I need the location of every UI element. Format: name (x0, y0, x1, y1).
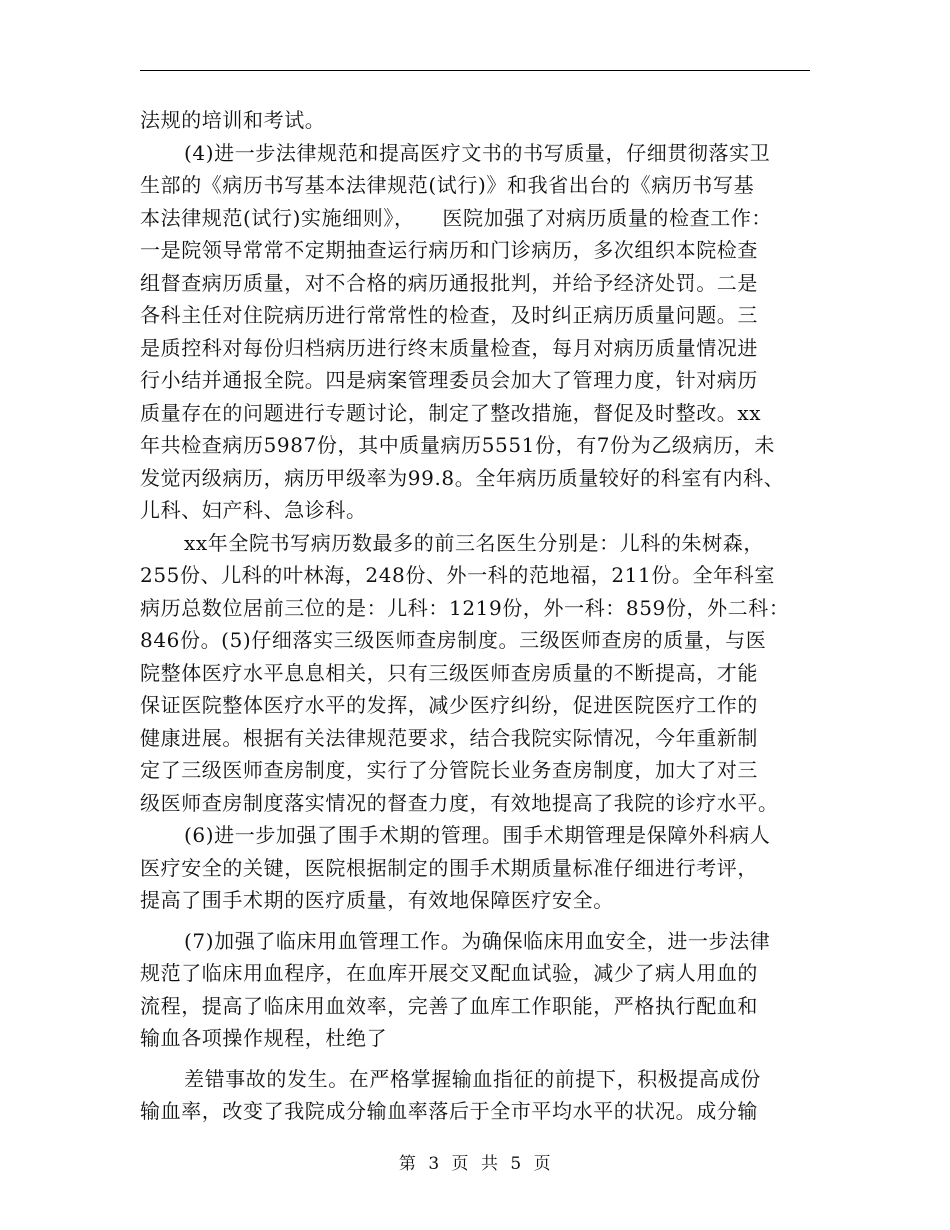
text-line: 差错事故的发生。在严格掌握输血指征的前提下，积极提高成份 (184, 1066, 761, 1091)
text-line: 是质控科对每份归档病历进行终末质量检查，每月对病历质量情况进 (140, 335, 758, 360)
text-line: 生部的《病历书写基本法律规范(试行)》和我省出台的《病历书写基 (140, 173, 755, 197)
text-line: 级医师查房制度落实情况的督查力度，有效地提高了我院的诊疗水平。 (140, 790, 779, 815)
text-line: 本法律规范(试行)实施细则》， 医院加强了对病历质量的检查工作： (140, 205, 773, 230)
text-line: 流程，提高了临床用血效率，完善了血库工作职能，严格执行配血和 (140, 993, 758, 1018)
footer-total-word: 共 (480, 1154, 499, 1174)
text-line: (4)进一步法律规范和提高医疗文书的书写质量，仔细贯彻落实卫 (184, 140, 771, 165)
text-line: (6)进一步加强了围手术期的管理。围手术期管理是保障外科病人 (184, 823, 771, 847)
text-line: 255份、儿科的叶林海，248份、外一科的范地福，211份。全年科室 (140, 563, 775, 587)
text-line: 发觉丙级病历，病历甲级率为99.8。全年病历质量较好的科室有内科、 (140, 465, 785, 490)
text-line: 各科主任对住院病历进行常常性的检查，及时纠正病历质量问题。三 (140, 303, 758, 327)
text-line: 846份。(5)仔细落实三级医师查房制度。三级医师查房的质量，与医 (140, 628, 767, 652)
text-line: (7)加强了临床用血管理工作。为确保临床用血安全，进一步法律 (184, 928, 771, 953)
text-line: 输血率，改变了我院成分输血率落后于全市平均水平的状况。成分输 (140, 1099, 758, 1123)
page-footer (0, 1149, 950, 1174)
footer-suffix: 页 (533, 1154, 552, 1174)
text-line: 规范了临床用血程序，在血库开展交叉配血试验，减少了病人用血的 (140, 961, 758, 985)
text-line: 定了三级医师查房制度，实行了分管院长业务查房制度，加大了对三 (140, 758, 758, 782)
text-line: 医疗安全的关键，医院根据制定的围手术期质量标准仔细进行考评， (140, 855, 758, 880)
text-line: 年共检查病历5987份，其中质量病历5551份，有7份为乙级病历，未 (140, 433, 775, 457)
text-line: 质量存在的问题进行专题讨论，制定了整改措施，督促及时整改。xx (140, 400, 762, 425)
text-line: 病历总数位居前三位的是：儿科：1219份，外一科：859份，外二科： (140, 595, 790, 620)
text-line: 一是院领导常常不定期抽查运行病历和门诊病历，多次组织本院检查 (140, 238, 758, 262)
text-line: 儿科、妇产科、急诊科。 (140, 498, 367, 522)
text-line: 健康进展。根据有关法律规范要求，结合我院实际情况，今年重新制 (140, 725, 758, 750)
text-line: 输血各项操作规程，杜绝了 (140, 1026, 388, 1050)
text-line: 保证医院整体医疗水平的发挥，减少医疗纠纷，促进医院医疗工作的 (140, 693, 758, 717)
footer-prefix: 第 (398, 1154, 417, 1174)
text-line: 行小结并通报全院。四是病案管理委员会加大了管理力度，针对病历 (140, 368, 758, 392)
text-line: 组督查病历质量，对不合格的病历通报批判，并给予经济处罚。二是 (140, 270, 758, 295)
text-line: xx年全院书写病历数最多的前三名医生分别是：儿科的朱树森， (184, 530, 764, 555)
footer-page-word: 页 (451, 1154, 470, 1174)
total-pages: 5 (510, 1154, 522, 1174)
header-rule (140, 70, 810, 71)
document-body (140, 104, 810, 1128)
text-line: 院整体医疗水平息息相关，只有三级医师查房质量的不断提高，才能 (140, 660, 758, 685)
text-line: 提高了围手术期的医疗质量，有效地保障医疗安全。 (140, 888, 614, 912)
page-number: 3 (428, 1154, 440, 1174)
text-line: 法规的培训和考试。 (140, 108, 326, 132)
